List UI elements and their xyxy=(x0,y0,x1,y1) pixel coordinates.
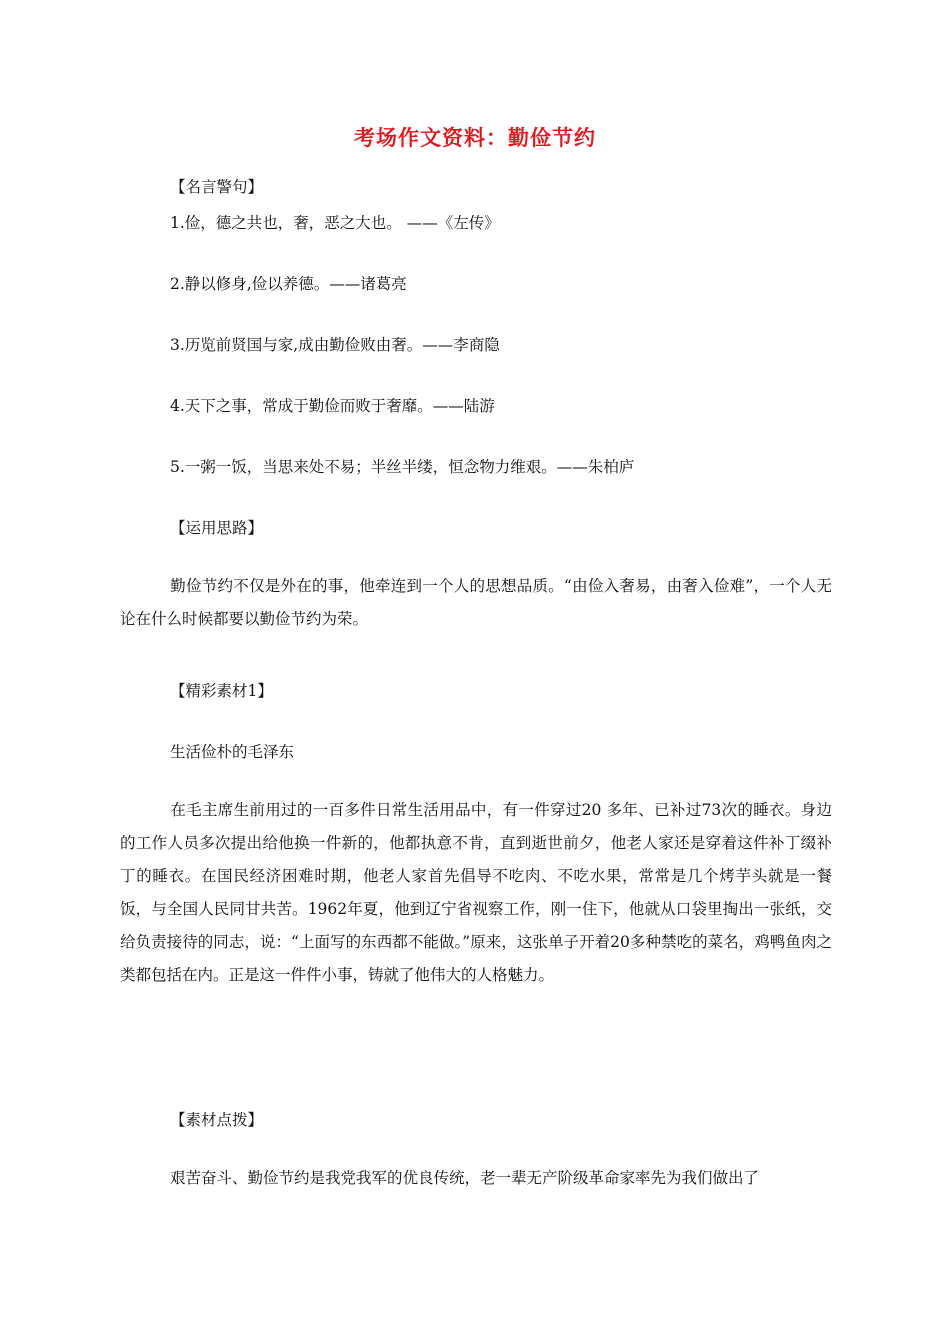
quotes-heading: 【名言警句】 xyxy=(170,178,264,196)
material-paragraph xyxy=(120,794,832,992)
tip-heading: 【素材点拨】 xyxy=(170,1111,264,1129)
page-title: 考场作文资料：勤俭节约 xyxy=(354,126,596,150)
usage-heading: 【运用思路】 xyxy=(170,519,264,537)
material-heading: 【精彩素材1】 xyxy=(170,682,273,700)
material-title: 生活俭朴的毛泽东 xyxy=(170,743,295,761)
usage-text: 勤俭节约不仅是外在的事，他牵连到一个人的思想品质。“由俭入奢易，由奢入俭难”，一个人无论在什么时候都要以勤俭节约为荣。 xyxy=(120,577,832,628)
tip-paragraph xyxy=(120,1162,832,1195)
quote-item: 5.一粥一饭，当思来处不易；半丝半缕，恒念物力维艰。——朱柏庐 xyxy=(170,458,635,476)
tip-text: 艰苦奋斗、勤俭节约是我党我军的优良传统，老一辈无产阶级革命家率先为我们做出了 xyxy=(170,1169,760,1187)
quote-item: 3.历览前贤国与家,成由勤俭败由奢。——李商隐 xyxy=(170,336,500,354)
material-text: 在毛主席生前用过的一百多件日常生活用品中，有一件穿过20 多年、已补过73次的睡衣。身边的工作人员多次提出给他换一件新的，他都执意不肯，直到逝世前夕，他老人家还是穿着这件补丁缀补丁的睡衣。在国民经济困难时期，他老人家首先倡导不吃肉、不吃水果，常常是几个烤芋头就是一餐饭，与全国人民同甘共苦。1962年夏，他到辽宁省视察工作，刚一住下，他就从口袋里掏出一张纸，交给负责接待的同志，说：“上面写的东西都不能做。”原来，这张单子开着20多种禁吃的菜名，鸡鸭鱼肉之类都包括在内。正是这一件件小事，铸就了他伟大的人格魅力。 xyxy=(120,801,832,984)
usage-paragraph xyxy=(120,570,832,636)
quote-item: 2.静以修身,俭以养德。——诸葛亮 xyxy=(170,275,407,293)
quote-item: 4.天下之事，常成于勤俭而败于奢靡。——陆游 xyxy=(170,397,495,415)
quote-item: 1.俭，德之共也，奢，恶之大也。 ——《左传》 xyxy=(170,214,500,232)
